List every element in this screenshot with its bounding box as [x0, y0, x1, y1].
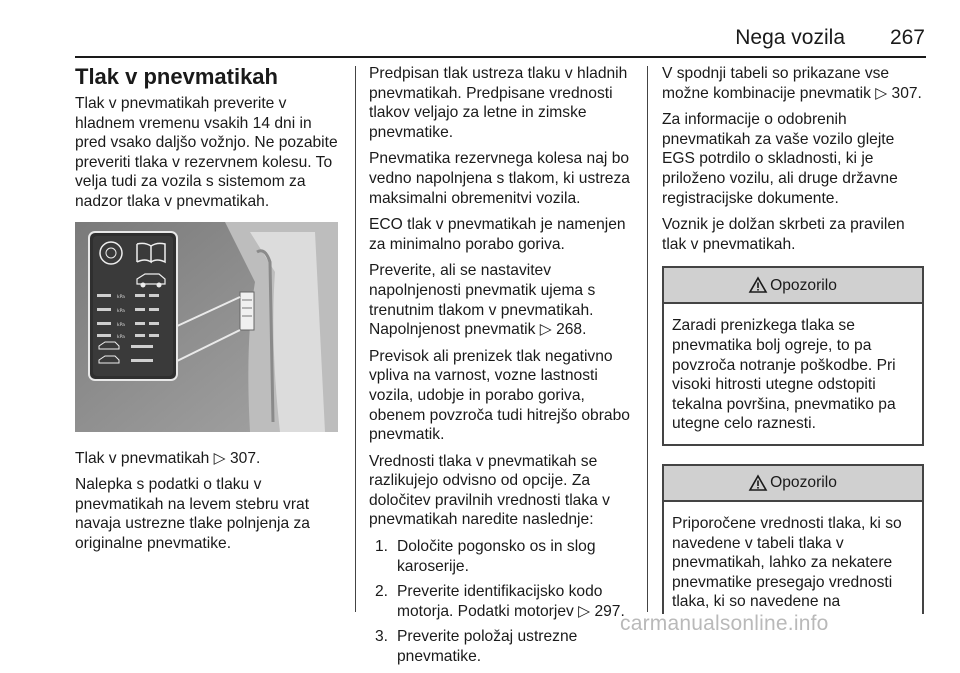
label-description: Nalepka s podatki o tlaku v pnevmatikah na levem stebru vrat navaja ustrezne tlake polnjenja za originalne pnevmatike.	[75, 476, 310, 552]
step-text: Preverite položaj ustrezne pnevmatike.	[397, 628, 578, 666]
step-text: Preverite identifikacijsko kodo motorja. Podatki motorjev ▷ 297.	[397, 583, 625, 620]
step-text: Določite pogonsko os in slog karoserije.	[397, 538, 596, 575]
reference-line: Tlak v pnevmatikah ▷ 307.	[75, 449, 261, 467]
paragraph: Predpisan tlak ustreza tlaku v hladnih pnevmatikah. Predpisane vrednosti tlakov veljajo za letne in zimske pnevmatike.	[369, 65, 628, 141]
warning-title: Opozorilo	[770, 276, 837, 294]
warning-triangle-icon	[749, 475, 767, 491]
svg-text:kPa: kPa	[117, 308, 125, 314]
column-1	[75, 64, 340, 561]
paragraph: V spodnji tabeli so prikazane vse možne kombinacije pnevmatik ▷ 307.	[662, 65, 922, 102]
svg-text:kPa: kPa	[117, 322, 125, 328]
paragraph: Za informacije o odobrenih pnevmatikah za vaše vozilo glejte EGS potrdilo o skladnosti, ki je priloženo vozilu, ali druge državne registracijske dokumente.	[662, 111, 898, 207]
section-title: Nega vozila	[735, 26, 845, 49]
steps-list	[369, 537, 633, 667]
intro-paragraph: Tlak v pnevmatikah preverite v hladnem vremenu vsakih 14 dni in pred vsako daljšo vožnjo. Ne pozabite preveriti tlaka v rezervnem kolesu. To velja tudi za vozila s sistemom za nadzor tlaka v pnevmatikah.	[75, 95, 338, 210]
section-heading: Tlak v pnevmatikah	[75, 64, 278, 89]
warning-title: Opozorilo	[770, 474, 837, 492]
tyre-pressure-label-illustration	[75, 222, 338, 432]
warning-box	[662, 266, 924, 446]
paragraph: Vrednosti tlaka v pnevmatikah se razlikujejo odvisno od opcije. Za določitev pravilnih vrednosti tlaka v pnevmatikah naredite naslednje:	[369, 452, 610, 529]
page-number: 267	[889, 26, 925, 49]
list-item	[375, 627, 633, 666]
step-number: 1.	[375, 538, 389, 556]
warning-title-bar	[664, 268, 922, 304]
warning-triangle-icon	[749, 277, 767, 293]
watermark: carmanualsonline.info	[620, 612, 829, 635]
header-rule	[75, 56, 926, 58]
warning-title-bar	[664, 466, 922, 502]
step-number: 3.	[375, 628, 389, 646]
column-3	[662, 64, 926, 632]
svg-text:kPa: kPa	[117, 334, 125, 340]
paragraph: Voznik je dolžan skrbeti za pravilen tlak v pnevmatikah.	[662, 216, 905, 253]
paragraph: Preverite, ali se nastavitev napolnjenosti pnevmatik ujema s trenutnim tlakom v pnevmatikah. Napolnjenost pnevmatik ▷ 268.	[369, 262, 596, 339]
column-2	[369, 64, 633, 673]
column-divider	[355, 66, 356, 612]
paragraph: ECO tlak v pnevmatikah je namenjen za minimalno porabo goriva.	[369, 216, 626, 253]
list-item	[375, 582, 633, 621]
list-item	[375, 537, 633, 576]
page-header	[75, 26, 925, 54]
warning-box	[662, 464, 924, 614]
warning-text: Priporočene vrednosti tlaka, ki so navedene v tabeli tlaka v pnevmatikah, lahko za nekatere pnevmatike presegajo vrednosti tlaka, ki so navedene na	[672, 514, 902, 611]
step-number: 2.	[375, 583, 389, 601]
svg-text:kPa: kPa	[117, 294, 125, 300]
door-pillar-image	[75, 222, 338, 432]
paragraph: Pnevmatika rezervnega kolesa naj bo vedno napolnjena s tlakom, ki ustreza maksimalni obremenitvi vozila.	[369, 150, 630, 207]
warning-text: Zaradi prenizkega tlaka se pnevmatika bolj ogreje, to pa povzroča notranje poškodbe. Pri visoki hitrosti utegne odstopiti tekalna površina, pnevmatiko pa utegne celo raznesti.	[672, 317, 896, 433]
column-divider	[647, 66, 648, 612]
paragraph: Previsok ali prenizek tlak negativno vpliva na varnost, vozne lastnosti vozila, udobje in porabo goriva, obenem povzroča tudi hitrejšo obrabo pnevmatik.	[369, 347, 630, 444]
